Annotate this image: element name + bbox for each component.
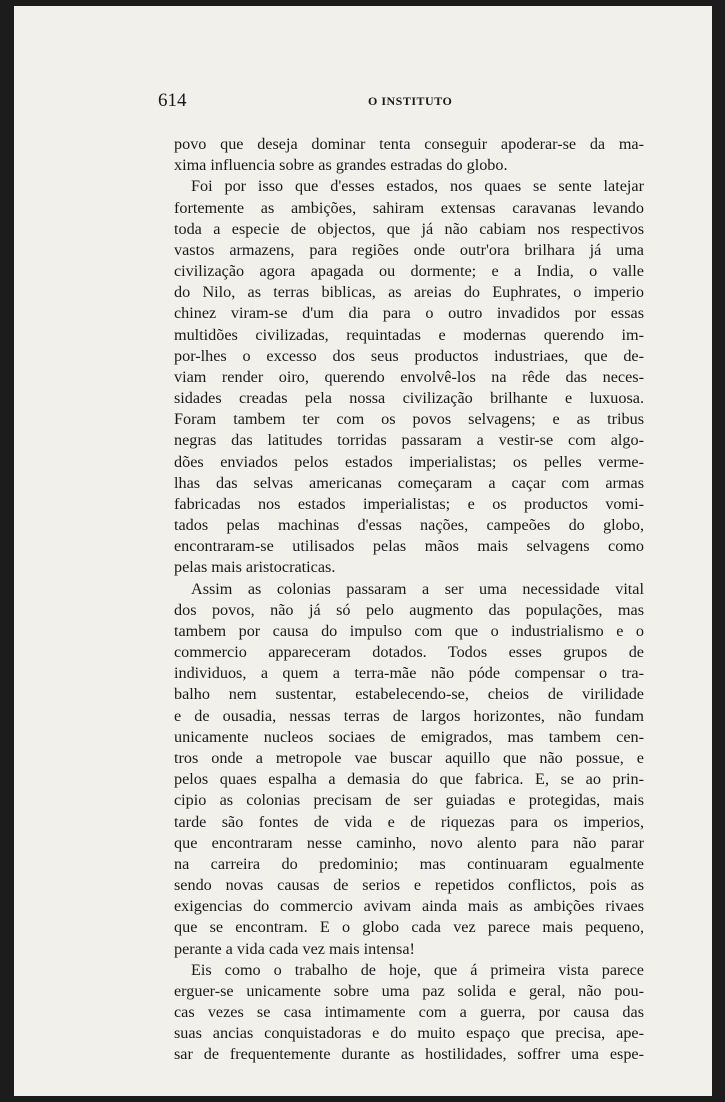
text-line: chinez viram-se d'um dia para o outro invadidos por essas: [174, 304, 644, 323]
text-line: e de ousadia, nessas terras de largos horizontes, não fundam: [174, 706, 644, 725]
text-line: negras das latitudes torridas passaram a vestir-se com algo-: [174, 431, 644, 450]
text-line: fortemente as ambições, sahiram extensas caravanas levando: [174, 198, 644, 217]
text-line: exigencias do commercio avivam ainda mais as ambições rivaes: [174, 897, 644, 916]
text-line: toda a especie de objectos, que já não cabiam nos respectivos: [174, 219, 644, 238]
text-line: tros onde a metropole vae buscar aquillo que não possue, e: [174, 748, 644, 767]
page-number: 614: [158, 90, 187, 111]
running-head: O INSTITUTO: [368, 94, 453, 108]
text-line: dos povos, não já só pelo augmento das populações, mas: [174, 600, 644, 619]
text-line: Assim as colonias passaram a ser uma necessidade vital: [191, 579, 644, 598]
text-line: cas vezes se casa intimamente com a guerra, por causa das: [174, 1003, 644, 1022]
page-header: [158, 90, 644, 112]
text-line: xima influencia sobre as grandes estradas do globo.: [174, 156, 508, 175]
book-page: [14, 6, 712, 1096]
text-line: civilização agora apagada ou dormente; e a India, o valle: [174, 262, 644, 281]
text-line: Foi por isso que d'esses estados, nos quaes se sente latejar: [191, 177, 644, 196]
text-line: fabricadas nos estados imperialistas; e os productos vomi-: [174, 494, 644, 513]
text-line: suas ancias conquistadoras e do muito espaço que precisa, ape-: [174, 1024, 644, 1043]
text-line: vastos armazens, para regiões onde outr'ora brilhara já uma: [174, 240, 644, 259]
text-line: individuos, a quem a terra-mãe não póde compensar o tra-: [174, 664, 644, 683]
text-line: pelos quaes espalha a demasia do que fabrica. E, se ao prin-: [174, 770, 644, 789]
text-line: commercio appareceram dotados. Todos esses grupos de: [174, 643, 644, 662]
text-line: na carreira do predominio; mas continuaram egualmente: [174, 854, 644, 873]
text-line: viam render oiro, querendo envolvê-los na rêde das neces-: [174, 367, 644, 386]
text-line: por-lhes o excesso dos seus productos industriaes, que de-: [174, 346, 644, 365]
text-line: do Nilo, as terras biblicas, as areias do Euphrates, o imperio: [174, 283, 644, 302]
text-line: povo que deseja dominar tenta conseguir apoderar-se da ma-: [174, 135, 644, 153]
text-line: sar de frequentemente durante as hostilidades, soffrer uma espe-: [174, 1045, 644, 1064]
text-line: Eis como o trabalho de hoje, que á primeira vista parece: [191, 960, 644, 979]
text-line: pelas mais aristocraticas.: [174, 558, 336, 577]
text-line: cipio as colonias precisam de ser guiadas e protegidas, mais: [174, 791, 644, 810]
text-line: balho nem sustentar, estabelecendo-se, cheios de virilidade: [174, 685, 644, 704]
text-line: erguer-se unicamente sobre uma paz solida e geral, não pou-: [174, 981, 644, 1000]
text-line: lhas das selvas americanas começaram a caçar com armas: [174, 473, 644, 492]
text-line: que encontraram nesse caminho, novo alento para não parar: [174, 833, 644, 852]
body-text: [174, 134, 644, 1066]
text-line: sidades creadas pela nossa civilização brilhante e luxuosa.: [174, 389, 644, 408]
text-line: tambem por causa do impulso com que o industrialismo e o: [174, 621, 644, 640]
text-line: tarde são fontes de vida e de riquezas para os imperios,: [174, 812, 644, 831]
text-line: perante a vida cada vez mais intensa!: [174, 939, 415, 958]
text-line: dões enviados pelos estados imperialistas; os pelles verme-: [174, 452, 644, 471]
text-line: encontraram-se utilisados pelas mãos mais selvagens como: [174, 537, 644, 556]
text-line: unicamente nucleos sociaes de emigrados, mas tambem cen-: [174, 727, 644, 746]
text-line: sendo novas causas de serios e repetidos conflictos, pois as: [174, 876, 644, 895]
text-line: Foram tambem ter com os povos selvagens; e as tribus: [174, 410, 644, 429]
text-line: multidões civilizadas, requintadas e modernas querendo im-: [174, 325, 644, 344]
text-line: tados pelas machinas d'essas nações, campeões do globo,: [174, 516, 644, 535]
text-line: que se encontram. E o globo cada vez parece mais pequeno,: [174, 918, 644, 937]
